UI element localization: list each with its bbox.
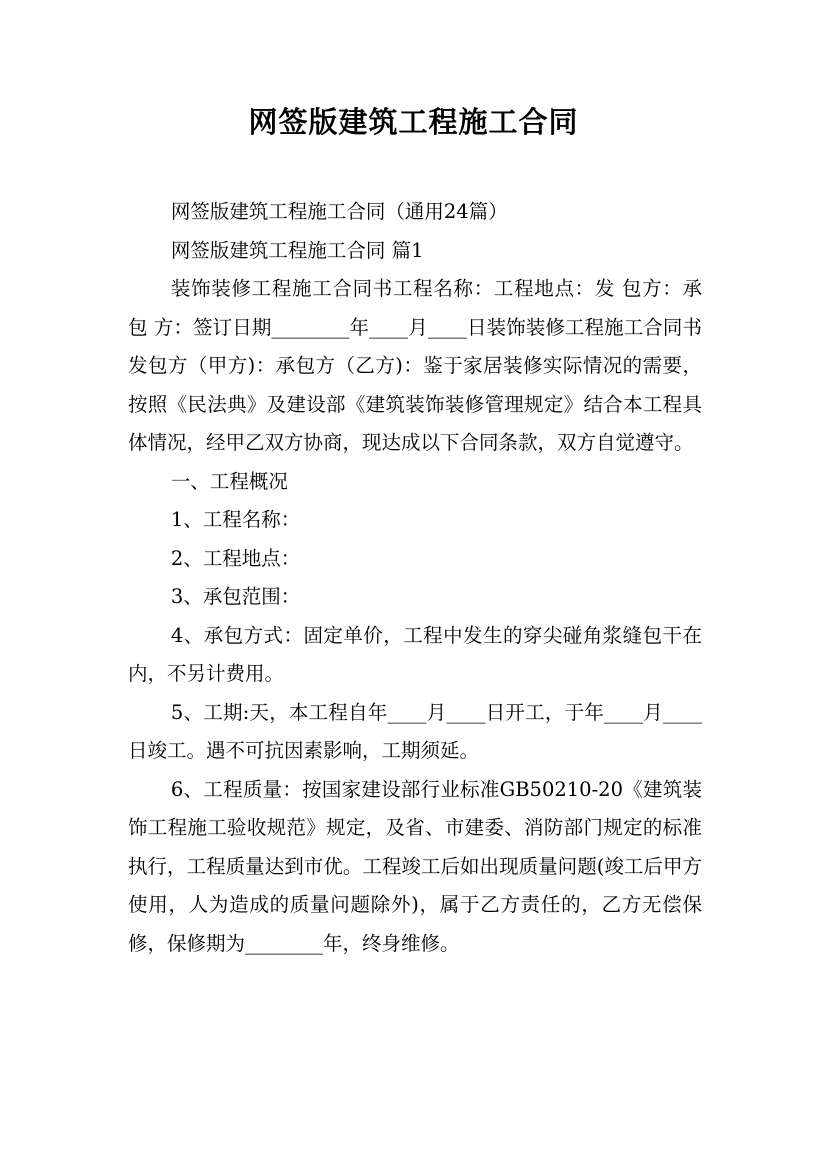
document-title: 网签版建筑工程施工合同	[248, 105, 579, 139]
paragraph-section-heading: 网签版建筑工程施工合同 篇1	[170, 238, 424, 262]
paragraph-construction-period: 5、工期:天，本工程自年____月____日开工，于年____月____日竣工。遇不可抗因素影响，工期须延。	[128, 700, 702, 762]
paragraph-contract-method: 4、承包方式：固定单价，工程中发生的穿尖碰角浆缝包干在内，不另计费用。	[128, 623, 702, 685]
paragraph-project-location: 2、工程地点：	[170, 546, 301, 570]
paragraph-project-overview-heading: 一、工程概况	[170, 469, 288, 493]
document-body	[128, 193, 702, 963]
paragraph-preamble: 装饰装修工程施工合同书工程名称：工程地点：发 包方：承 包 方：签订日期________年____月____日装饰装修工程施工合同书发包方（甲方)：承包方（乙方)：鉴于家居装修实际情况的需要，按照《民法典》及建设部《建筑装饰装修管理规定》结合本工程具体情况，经甲乙双方协商，现达成以下合同条款，双方自觉遵守。	[128, 277, 702, 454]
paragraph-project-quality: 6、工程质量：按国家建设部行业标准GB50210-20《建筑装饰工程施工验收规范》规定，及省、市建委、消防部门规定的标准执行，工程质量达到市优。工程竣工后如出现质量问题(竣工后甲方使用，人为造成的质量问题除外)，属于乙方责任的，乙方无偿保修，保修期为________年，终身维修。	[128, 777, 702, 955]
paragraph-collection-heading: 网签版建筑工程施工合同（通用24篇）	[170, 200, 508, 223]
paragraph-project-name: 1、工程名称：	[170, 508, 301, 531]
paragraph-contract-scope: 3、承包范围：	[170, 585, 301, 608]
